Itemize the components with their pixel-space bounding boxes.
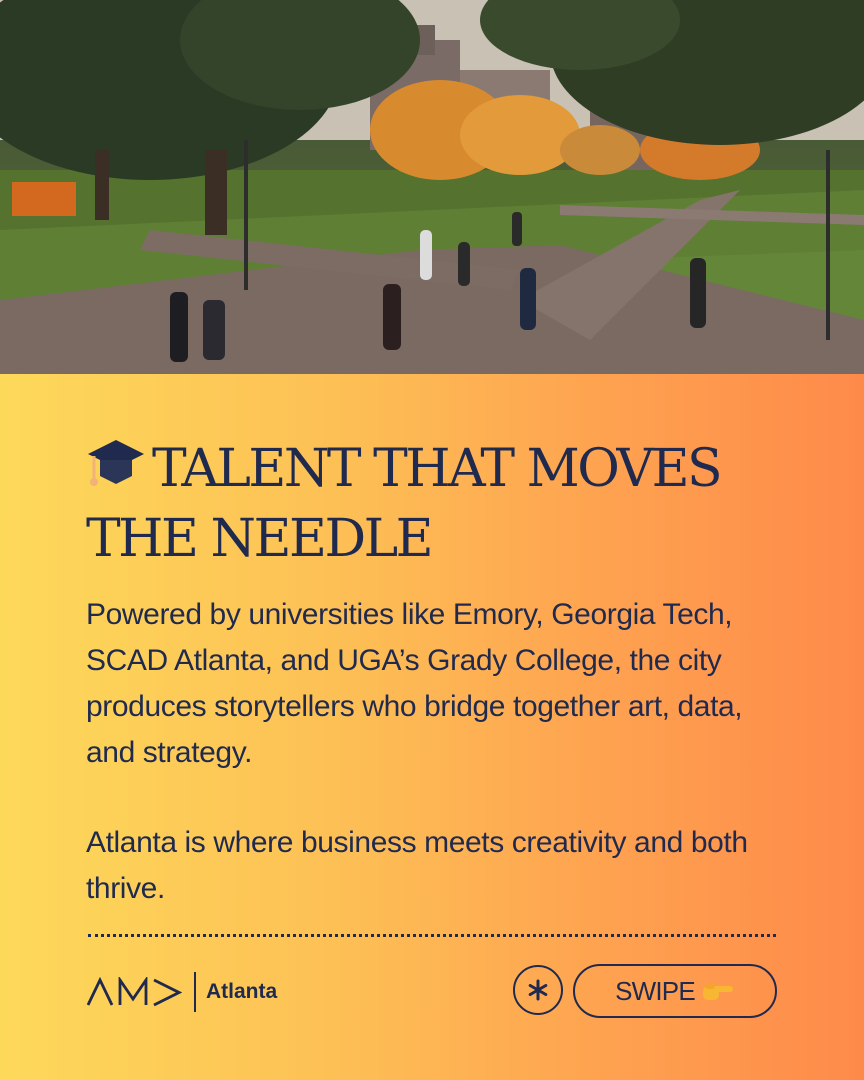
logo-city-label: Atlanta — [206, 980, 278, 1003]
body-paragraph-universities: Powered by universities like Emory, Georgia Tech, SCAD Atlanta, and UGA’s Grady College, the city produces storytellers who bridge together art, data, and strategy. — [86, 598, 743, 769]
asterisk-button[interactable] — [513, 965, 563, 1015]
graduation-cap-icon — [86, 436, 146, 492]
asterisk-icon — [527, 979, 549, 1001]
swipe-label: SWIPE — [615, 975, 695, 1006]
dotted-divider — [88, 934, 776, 937]
body-paragraph-atlanta: Atlanta is where business meets creativity and both thrive. — [86, 826, 748, 905]
campus-photo-illustration — [0, 0, 864, 374]
pointing-right-hand-icon — [701, 980, 735, 1002]
swipe-button[interactable] — [573, 964, 777, 1018]
logo-separator — [194, 972, 196, 1012]
ama-atlanta-logo — [86, 970, 277, 1014]
ama-logo-mark — [86, 977, 182, 1007]
campus-photo — [0, 0, 864, 374]
heading-text: TALENT THAT MOVES THE NEEDLE — [86, 439, 721, 569]
page-title — [86, 434, 786, 574]
